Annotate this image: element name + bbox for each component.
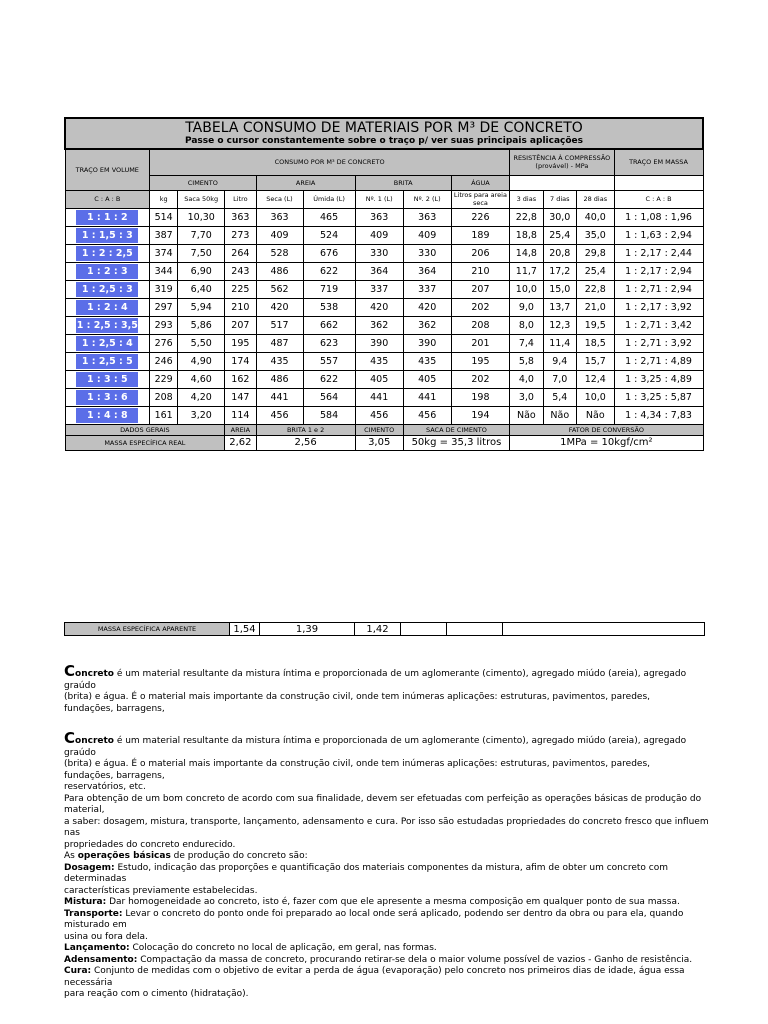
massa-real-label: MASSA ESPECÍFICA REAL: [65, 435, 225, 450]
traco-button[interactable]: 1 : 4 : 8: [76, 408, 138, 423]
traco-button[interactable]: 1 : 1 : 2: [76, 210, 138, 225]
traco-volume-cell[interactable]: [65, 352, 150, 370]
text-line: propriedades do concreto endurecido.: [64, 839, 236, 850]
table-cell: 4,20: [178, 388, 225, 406]
header-traco-massa: TRAÇO EM MASSA: [614, 149, 703, 175]
table-cell: 1 : 2,71 : 4,89: [614, 352, 703, 370]
traco-button[interactable]: 1 : 2 : 4: [76, 300, 138, 315]
massa-aparente-row: [65, 623, 705, 636]
aparente-value-3: 1,42: [355, 623, 401, 636]
col-header: Litro: [225, 190, 256, 208]
table-cell: 6,90: [178, 262, 225, 280]
table-cell: 202: [451, 298, 509, 316]
table-cell: 4,60: [178, 370, 225, 388]
bold-span: Transporte:: [64, 908, 123, 919]
aparente-value-2: 1,39: [260, 623, 355, 636]
text-span: Dar homogeneidade ao concreto, isto é, fazer com que ele apresente a mesma composição em qualquer ponto de sua massa.: [106, 897, 680, 907]
text-line: (brita) e água. É o material mais importante da construção civil, onde tem inúmeras aplicações: estruturas, pavimentos, paredes,: [64, 759, 650, 769]
text-line: reservatórios, etc.: [64, 782, 146, 792]
traco-volume-cell[interactable]: [65, 406, 150, 424]
bold-span: Dosagem:: [64, 862, 115, 873]
table-cell: 528: [256, 244, 303, 262]
table-cell: 5,86: [178, 316, 225, 334]
col-header: Nº. 1 (L): [355, 190, 403, 208]
drop-cap: C: [64, 662, 76, 680]
table-cell: 441: [355, 388, 403, 406]
traco-volume-cell[interactable]: [65, 208, 150, 226]
table-cell: 207: [225, 316, 256, 334]
mistura-line: [64, 897, 709, 909]
table-cell: 3,20: [178, 406, 225, 424]
text-line: fundações, barragens,: [64, 770, 165, 781]
traco-volume-cell[interactable]: [65, 370, 150, 388]
table-cell: 229: [150, 370, 178, 388]
table-cell: 487: [256, 334, 303, 352]
table-cell: 562: [256, 280, 303, 298]
table-cell: 4,0: [510, 370, 543, 388]
table-cell: 147: [225, 388, 256, 406]
table-cell: 409: [403, 226, 451, 244]
table-cell: 195: [225, 334, 256, 352]
table-row: [65, 406, 703, 424]
table-cell: 441: [403, 388, 451, 406]
traco-button[interactable]: 1 : 2,5 : 3: [76, 282, 138, 297]
table-cell: 374: [150, 244, 178, 262]
table-cell: 319: [150, 280, 178, 298]
table-cell: 5,94: [178, 298, 225, 316]
col-header: Nº. 2 (L): [403, 190, 451, 208]
header-brita: BRITA: [355, 175, 451, 190]
table-cell: 1 : 4,34 : 7,83: [614, 406, 703, 424]
table-cell: 208: [451, 316, 509, 334]
table-cell: 20,8: [543, 244, 576, 262]
table-cell: 363: [355, 208, 403, 226]
table-cell: 584: [303, 406, 355, 424]
table-cell: 390: [403, 334, 451, 352]
header-consumo: CONSUMO POR M³ DE CONCRETO: [150, 149, 510, 175]
table-cell: 174: [225, 352, 256, 370]
table-cell: 486: [256, 370, 303, 388]
table-cell: 362: [355, 316, 403, 334]
traco-volume-cell[interactable]: [65, 298, 150, 316]
table-cell: 557: [303, 352, 355, 370]
table-cell: 22,8: [510, 208, 543, 226]
table-cell: 3,0: [510, 388, 543, 406]
table-cell: 1 : 3,25 : 5,87: [614, 388, 703, 406]
table-cell: 10,30: [178, 208, 225, 226]
table-cell: 7,50: [178, 244, 225, 262]
saca-value: 50kg = 35,3 litros: [403, 435, 509, 450]
col-header: kg: [150, 190, 178, 208]
header-resistencia: RESISTÊNCIA À COMPRESSÃO (provável) - MPa: [510, 149, 614, 175]
table-cell: 17,2: [543, 262, 576, 280]
table-row: [65, 388, 703, 406]
table-cell: 202: [451, 370, 509, 388]
text-line: Para obtenção de um bom concreto de acordo com sua finalidade, devem ser efetuadas com perfeição as operações básicas de produção do material,: [64, 793, 702, 815]
table-cell: 420: [403, 298, 451, 316]
footer-cimento: CIMENTO: [355, 424, 403, 435]
table-cell: 195: [451, 352, 509, 370]
table-row: [65, 208, 703, 226]
table-cell: 12,4: [576, 370, 614, 388]
table-cell: 12,3: [543, 316, 576, 334]
title-row: [65, 118, 703, 149]
text-line: a saber: dosagem, mistura, transporte, lançamento, adensamento e cura. Por isso são estudadas propriedades do concreto fresco que influem nas: [64, 816, 709, 838]
footer-dados-gerais: DADOS GERAIS: [65, 424, 225, 435]
bold-span: Lançamento:: [64, 943, 130, 953]
bold-span: Mistura:: [64, 897, 107, 907]
table-cell: 465: [303, 208, 355, 226]
table-cell: 420: [256, 298, 303, 316]
text-span: Compactação da massa de concreto, procurando retirar-se dela o maior volume possível de vazios - Ganho de resistência.: [137, 954, 693, 965]
cimento-value: 3,05: [355, 435, 403, 450]
header-cimento: CIMENTO: [150, 175, 256, 190]
table-cell: 524: [303, 226, 355, 244]
table-row: [65, 244, 703, 262]
ops-line: [64, 851, 709, 863]
traco-volume-cell[interactable]: [65, 226, 150, 244]
text-line: é um material resultante da mistura íntima e proporcionada de um aglomerante (cimento), agregado miúdo (areia), agregado graúdo: [64, 736, 687, 758]
bold-span: Adensamento:: [64, 954, 138, 965]
text-span: Colocação do concreto no local de aplicação, em geral, nas formas.: [129, 943, 437, 953]
table-cell: 30,0: [543, 208, 576, 226]
drop-cap: C: [64, 729, 76, 747]
table-row: [65, 226, 703, 244]
table-cell: 18,8: [510, 226, 543, 244]
table-row: [65, 280, 703, 298]
column-header-row: [65, 190, 703, 208]
areia-value: 2,62: [225, 435, 256, 450]
traco-button[interactable]: 1 : 3 : 6: [76, 390, 138, 405]
table-cell: 10,0: [510, 280, 543, 298]
table-cell: 207: [451, 280, 509, 298]
traco-button[interactable]: 1 : 2 : 3: [76, 264, 138, 279]
text-line: características previamente estabelecidas.: [64, 885, 258, 896]
table-cell: 564: [303, 388, 355, 406]
footer-fator: FATOR DE CONVERSÃO: [510, 424, 703, 435]
table-cell: 194: [451, 406, 509, 424]
table-cell: 517: [256, 316, 303, 334]
table-cell: 387: [150, 226, 178, 244]
table-cell: 4,90: [178, 352, 225, 370]
table-cell: 1 : 2,71 : 3,92: [614, 334, 703, 352]
table-cell: 15,7: [576, 352, 614, 370]
table-cell: 1 : 2,71 : 2,94: [614, 280, 703, 298]
table-cell: 5,4: [543, 388, 576, 406]
table-cell: 11,4: [543, 334, 576, 352]
table-cell: 5,8: [510, 352, 543, 370]
table-cell: 6,40: [178, 280, 225, 298]
table-cell: 210: [451, 262, 509, 280]
bold-word: oncreto: [75, 669, 114, 679]
table-cell: 1 : 2,71 : 3,42: [614, 316, 703, 334]
table-cell: Não: [576, 406, 614, 424]
header-row-1: [65, 149, 703, 175]
table-row: [65, 334, 703, 352]
table-cell: 363: [403, 208, 451, 226]
table-cell: 114: [225, 406, 256, 424]
col-header: C : A : B: [65, 190, 150, 208]
concreto-paragraph-1: [64, 664, 709, 715]
table-cell: 362: [403, 316, 451, 334]
table-cell: 409: [256, 226, 303, 244]
table-cell: 676: [303, 244, 355, 262]
table-cell: 1 : 1,08 : 1,96: [614, 208, 703, 226]
table-cell: 25,4: [576, 262, 614, 280]
table-cell: 15,0: [543, 280, 576, 298]
col-header: Seca (L): [256, 190, 303, 208]
table-cell: 409: [355, 226, 403, 244]
table-cell: 364: [355, 262, 403, 280]
table-cell: 337: [355, 280, 403, 298]
table-cell: 264: [225, 244, 256, 262]
table-cell: 538: [303, 298, 355, 316]
table-cell: 21,0: [576, 298, 614, 316]
table-cell: 514: [150, 208, 178, 226]
header-areia: AREIA: [256, 175, 355, 190]
table-cell: 35,0: [576, 226, 614, 244]
consumption-table: [64, 117, 704, 451]
table-cell: 208: [150, 388, 178, 406]
table-cell: 161: [150, 406, 178, 424]
table-body: [65, 208, 703, 424]
traco-button[interactable]: 1 : 2 : 2,5: [76, 246, 138, 261]
para1-line: [64, 664, 709, 692]
table-cell: 18,5: [576, 334, 614, 352]
table-cell: 622: [303, 262, 355, 280]
col-header: Saca 50kg: [178, 190, 225, 208]
traco-volume-cell[interactable]: [65, 334, 150, 352]
table-row: [65, 352, 703, 370]
table-cell: 5,50: [178, 334, 225, 352]
table-cell: 226: [451, 208, 509, 226]
footer-brita: BRITA 1 e 2: [256, 424, 355, 435]
table-cell: 1 : 3,25 : 4,89: [614, 370, 703, 388]
table-cell: 456: [256, 406, 303, 424]
concreto-paragraph-2: [64, 731, 709, 1001]
col-header: C : A : B: [614, 190, 703, 208]
col-header: 7 dias: [543, 190, 576, 208]
header-agua: ÁGUA: [451, 175, 509, 190]
cura-line: [64, 966, 709, 989]
header-empty-resist: [510, 175, 614, 190]
table-cell: 276: [150, 334, 178, 352]
table-cell: 363: [256, 208, 303, 226]
aparente-empty: [503, 623, 705, 636]
table-cell: 456: [403, 406, 451, 424]
text-span: Conjunto de medidas com o objetivo de evitar a perda de água (evaporação) pelo concreto nos primeiros dias de idade, água essa necessária: [64, 966, 685, 988]
table-cell: 420: [355, 298, 403, 316]
table-title: TABELA CONSUMO DE MATERIAIS POR M³ DE CONCRETO: [185, 120, 583, 136]
table-cell: 7,0: [543, 370, 576, 388]
footer-labels-row: [65, 424, 703, 435]
table-cell: 364: [403, 262, 451, 280]
transporte-line: [64, 909, 709, 932]
table-cell: 225: [225, 280, 256, 298]
table-subtitle: Passe o cursor constantemente sobre o traço p/ ver suas principais aplicações: [184, 136, 584, 146]
table-cell: 662: [303, 316, 355, 334]
table-cell: 623: [303, 334, 355, 352]
table-cell: 330: [355, 244, 403, 262]
traco-volume-cell[interactable]: [65, 388, 150, 406]
brita-value: 2,56: [256, 435, 355, 450]
text-line: (brita) e água. É o material mais importante da construção civil, onde tem inúmeras aplicações: estruturas, pavimentos, paredes,: [64, 692, 650, 702]
footer-areia: AREIA: [225, 424, 256, 435]
table-cell: 405: [355, 370, 403, 388]
table-cell: 40,0: [576, 208, 614, 226]
traco-volume-cell[interactable]: [65, 280, 150, 298]
table-cell: 22,8: [576, 280, 614, 298]
table-cell: 189: [451, 226, 509, 244]
table-cell: 10,0: [576, 388, 614, 406]
table-cell: 344: [150, 262, 178, 280]
table-cell: 246: [150, 352, 178, 370]
table-cell: 243: [225, 262, 256, 280]
table-cell: 435: [403, 352, 451, 370]
col-header: Litros para areia seca: [451, 190, 509, 208]
table-cell: 435: [355, 352, 403, 370]
table-cell: 19,5: [576, 316, 614, 334]
text-line: é um material resultante da mistura íntima e proporcionada de um aglomerante (cimento), agregado miúdo (areia), agregado graúdo: [64, 669, 687, 691]
table-cell: 363: [225, 208, 256, 226]
table-cell: 405: [403, 370, 451, 388]
fator-value: 1MPa = 10kgf/cm²: [510, 435, 703, 450]
table-cell: 210: [225, 298, 256, 316]
lancamento-line: [64, 943, 709, 955]
aparente-value-1: 1,54: [230, 623, 260, 636]
text-span: de produção do concreto são:: [170, 851, 308, 861]
table-cell: 273: [225, 226, 256, 244]
table-cell: 622: [303, 370, 355, 388]
header-row-2: [65, 175, 703, 190]
table-cell: 29,8: [576, 244, 614, 262]
table-cell: 1 : 2,17 : 2,44: [614, 244, 703, 262]
massa-aparente-table: [64, 622, 705, 636]
dosagem-line: [64, 863, 709, 886]
text-span: Estudo, indicação das proporções e quantificação dos materiais componentes da mistura, afim de obter um concreto com determinadas: [64, 862, 668, 884]
traco-volume-cell[interactable]: [65, 262, 150, 280]
para2-line: [64, 731, 709, 759]
text-line: fundações, barragens,: [64, 703, 165, 714]
table-cell: 719: [303, 280, 355, 298]
table-cell: 337: [403, 280, 451, 298]
massa-aparente-label: MASSA ESPECÍFICA APARENTE: [65, 623, 230, 636]
table-cell: Não: [510, 406, 543, 424]
text-span: Levar o concreto do ponto onde foi preparado ao local onde será aplicado, podendo ser dentro da obra ou para ela, quando misturado em: [64, 908, 684, 930]
traco-button[interactable]: 1 : 2,5 : 4: [76, 336, 138, 351]
traco-button[interactable]: 1 : 2,5 : 3,5: [76, 319, 138, 331]
footer-values-row: [65, 435, 703, 450]
table-cell: 7,70: [178, 226, 225, 244]
col-header: Úmida (L): [303, 190, 355, 208]
traco-volume-cell[interactable]: [65, 244, 150, 262]
table-cell: 14,8: [510, 244, 543, 262]
table-cell: 293: [150, 316, 178, 334]
bold-span: operações básicas: [77, 851, 171, 861]
text-line: para reação com o cimento (hidratação).: [64, 989, 249, 999]
table-cell: 162: [225, 370, 256, 388]
table-cell: 9,4: [543, 352, 576, 370]
table-cell: 8,0: [510, 316, 543, 334]
table-cell: 390: [355, 334, 403, 352]
table-cell: 9,0: [510, 298, 543, 316]
table-cell: 1 : 1,63 : 2,94: [614, 226, 703, 244]
table-row: [65, 298, 703, 316]
table-cell: 486: [256, 262, 303, 280]
table-cell: 297: [150, 298, 178, 316]
table-cell: 441: [256, 388, 303, 406]
table-cell: 11,7: [510, 262, 543, 280]
table-row: [65, 370, 703, 388]
col-header: 3 dias: [510, 190, 543, 208]
table-cell: 1 : 2,17 : 3,92: [614, 298, 703, 316]
text-line: usina ou fora dela.: [64, 931, 148, 942]
adensamento-line: [64, 955, 709, 967]
table-cell: 435: [256, 352, 303, 370]
table-cell: 25,4: [543, 226, 576, 244]
table-cell: 198: [451, 388, 509, 406]
traco-button[interactable]: 1 : 1,5 : 3: [76, 228, 138, 243]
bold-word: oncreto: [75, 736, 114, 746]
bold-span: Cura:: [64, 966, 92, 976]
traco-volume-cell[interactable]: [65, 316, 150, 334]
traco-button[interactable]: 1 : 3 : 5: [76, 372, 138, 387]
table-row: [65, 316, 703, 334]
table-row: [65, 262, 703, 280]
table-cell: 13,7: [543, 298, 576, 316]
table-cell: 1 : 2,17 : 2,94: [614, 262, 703, 280]
text-span: As: [64, 851, 78, 861]
table-cell: Não: [543, 406, 576, 424]
table-title-cell: [65, 118, 703, 149]
traco-button[interactable]: 1 : 2,5 : 5: [76, 354, 138, 369]
header-empty-massa: [614, 175, 703, 190]
table-cell: 206: [451, 244, 509, 262]
aparente-empty: [447, 623, 503, 636]
footer-saca: SACA DE CIMENTO: [403, 424, 509, 435]
table-cell: 201: [451, 334, 509, 352]
aparente-empty: [401, 623, 447, 636]
col-header: 28 dias: [576, 190, 614, 208]
table-cell: 456: [355, 406, 403, 424]
table-cell: 330: [403, 244, 451, 262]
table-cell: 7,4: [510, 334, 543, 352]
header-traco-volume: TRAÇO EM VOLUME: [65, 149, 150, 190]
